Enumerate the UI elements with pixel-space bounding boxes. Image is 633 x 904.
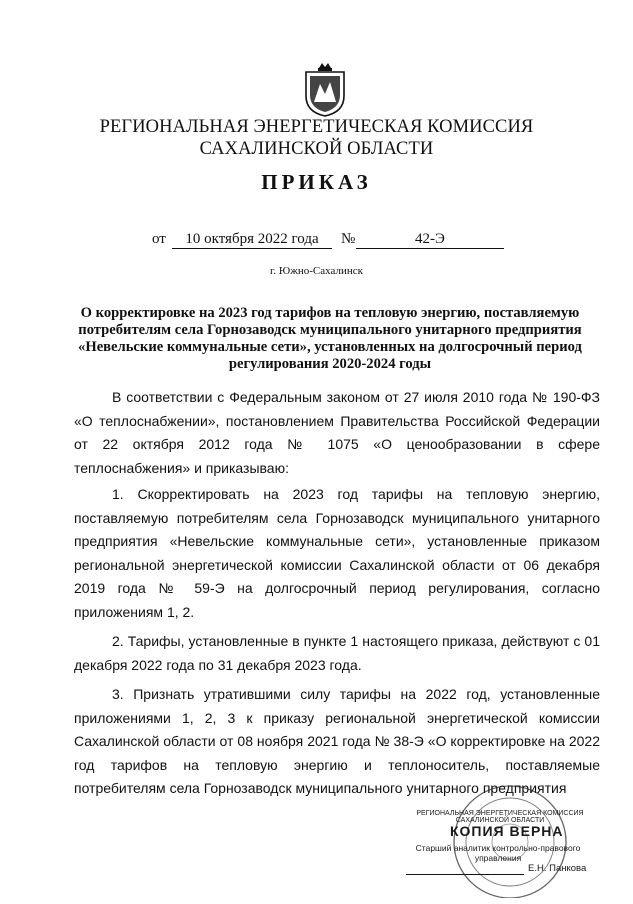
city: г. Южно-Сахалинск: [270, 265, 363, 277]
document-number: 42-Э: [356, 231, 504, 249]
org-line-1: РЕГИОНАЛЬНАЯ ЭНЕРГЕТИЧЕСКАЯ КОМИССИЯ: [99, 117, 534, 137]
document-type-title: ПРИКАЗ: [261, 170, 372, 194]
paragraph: 3. Признать утратившими силу тарифы на 2022 год, установленные приложениями 1, 2, 3 к приказу региональной энергетической комиссии Сахалинской области от 08 ноября 2021 года № 38-Э «О корректировке на 2022 год тарифов на тепловую энергию и теплоноситель, поставляемые потребителям села Горнозаводск муниципального унитарного предприятия: [74, 686, 600, 796]
number-prefix: №: [341, 231, 356, 247]
organization-name: [0, 116, 633, 160]
paragraph: 1. Скорректировать на 2023 год тарифы на тепловую энергию, поставляемую потребителям села Горнозаводск муниципального унитарного предприятия «Невельские коммунальные сети», установленные приказом региональной энергетической комиссии Сахалинской области от 06 декабря 2019 года № 59-Э на долгосрочный период регулирования, согласно приложениям 1, 2.: [74, 486, 600, 620]
document-body: [74, 386, 600, 801]
signature-line: [406, 874, 524, 875]
copy-certification-stamp: [398, 810, 598, 878]
document-subject: О корректировке на 2023 год тарифов на тепловую энергию, поставляемую потребителям села Горнозаводск муниципального унитарного предприятия «Невельские коммунальные сети», установленных на долгосрочный период регулирования 2020-2024 годы: [78, 305, 582, 372]
paragraph: В соответствии с Федеральным законом от 27 июля 2010 года № 190-ФЗ «О теплоснабжении», постановлением Правительства Российской Федерации от 22 октября 2012 года № 1075 «О ценообразовании в сфере теплоснабжения» и приказываю:: [74, 389, 600, 476]
date-prefix: от: [152, 231, 166, 247]
document-date: 10 октября 2022 года: [172, 231, 332, 249]
org-line-2: САХАЛИНСКОЙ ОБЛАСТИ: [199, 139, 434, 159]
stamp-position: Старший аналитик контрольно-правового управления: [415, 843, 581, 863]
coat-of-arms-icon: [302, 62, 348, 118]
stamp-title: КОПИЯ ВЕРНА: [450, 823, 564, 839]
paragraph: 2. Тарифы, установленные в пункте 1 настоящего приказа, действуют с 01 декабря 2022 года по 31 декабря 2023 года.: [74, 633, 600, 673]
stamp-organization: РЕГИОНАЛЬНАЯ ЭНЕРГЕТИЧЕСКАЯ КОМИССИЯ САХАЛИНСКОЙ ОБЛАСТИ: [416, 810, 584, 824]
stamp-signer: Е.Н. Панкова: [528, 863, 587, 874]
